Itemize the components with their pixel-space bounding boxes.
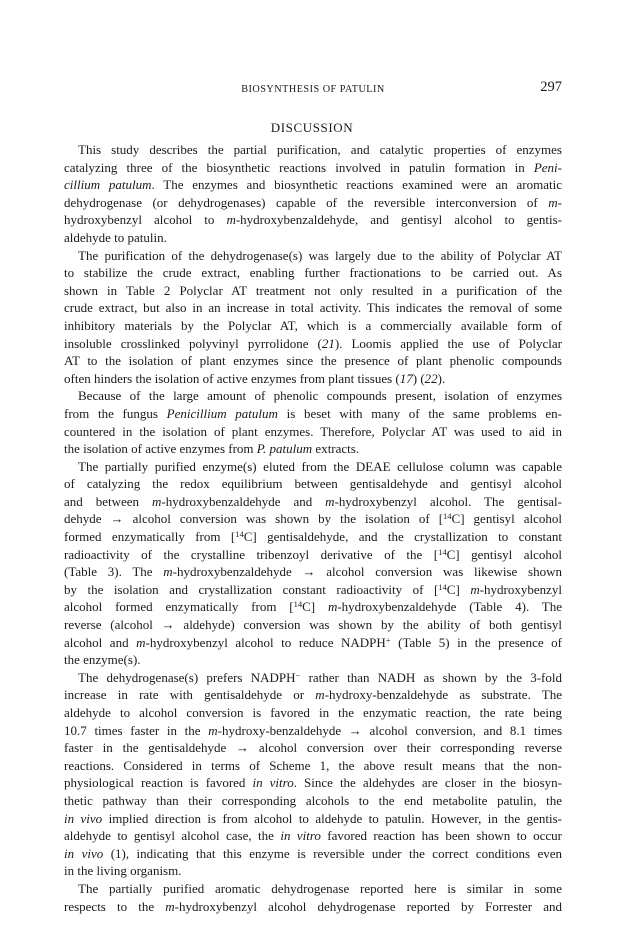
text-line xyxy=(64,898,562,916)
italic-text: in vivo xyxy=(64,810,103,826)
text-segment: of catalyzing the redox equilibrium between gentisaldehyde and gentisyl alcohol xyxy=(64,476,562,492)
text-segment: reactions. Considered in terms of Scheme 1, the above result means that the non- xyxy=(64,757,562,773)
body-text xyxy=(64,141,562,915)
text-segment: C] gentisaldehyde, and the crystallization to constant xyxy=(243,529,562,545)
italic-text: 21 xyxy=(321,335,335,351)
text-line xyxy=(64,317,562,335)
text-segment: AT to the isolation of plant enzymes since the presence of plant phenolic compounds xyxy=(64,353,562,369)
text-segment: and between xyxy=(64,493,152,509)
superscript: 14 xyxy=(438,546,447,557)
text-line xyxy=(64,757,562,775)
text-segment: -hydroxy-benzaldehyde as substrate. The xyxy=(324,687,563,703)
text-segment: extracts. xyxy=(312,441,360,457)
text-line xyxy=(64,229,562,247)
text-segment: The partially purified aromatic dehydrogenase reported here is similar in some xyxy=(78,880,562,896)
text-line xyxy=(64,335,562,353)
text-segment: -hydroxybenzyl xyxy=(479,581,563,597)
text-segment: often hinders the isolation of active enzymes from plant tissues ( xyxy=(64,370,400,386)
text-segment: is beset with many of the same problems en- xyxy=(277,405,563,421)
text-line xyxy=(64,493,562,511)
text-line xyxy=(64,722,562,740)
text-segment: C] xyxy=(302,599,328,615)
text-segment: rather than NADH as shown by the 3-fold xyxy=(300,669,562,685)
text-segment: from the fungus xyxy=(64,405,167,421)
superscript: − xyxy=(295,669,301,680)
italic-text: in vitro xyxy=(280,828,321,844)
text-line xyxy=(64,405,562,423)
text-line xyxy=(64,211,562,229)
text-segment: -hydroxybenzyl alcohol. The gentisal- xyxy=(334,493,562,509)
italic-text: m xyxy=(315,687,325,703)
text-line xyxy=(64,528,562,546)
text-segment: by the isolation and crystallization constant radioactivity of [ xyxy=(64,581,439,597)
text-segment: aldehyde to alcohol conversion is favored in the enzymatic reaction, the rate being xyxy=(64,705,562,720)
text-segment: -hydroxybenzaldehyde and xyxy=(161,493,326,509)
text-segment: . The enzymes and biosynthetic reactions examined were an aromatic xyxy=(151,177,562,193)
text-line xyxy=(64,282,562,300)
text-segment: -hydroxybenzaldehyde, and gentisyl alcohol to gentis- xyxy=(235,212,563,228)
italic-text: m xyxy=(325,493,335,509)
text-line xyxy=(64,176,562,194)
text-line xyxy=(64,792,562,810)
text-segment: catalyzing three of the biosynthetic reactions involved in patulin formation in xyxy=(64,159,534,175)
italic-text: m xyxy=(208,722,218,738)
text-line xyxy=(64,810,562,828)
page-number: 297 xyxy=(540,79,562,95)
text-line xyxy=(64,563,562,581)
text-line xyxy=(64,423,562,441)
text-line xyxy=(64,475,562,493)
text-segment: inhibitory materials by the Polyclar AT, which is a commercially available form of xyxy=(64,317,562,333)
superscript: 14 xyxy=(438,581,447,592)
text-line xyxy=(64,880,562,898)
text-line xyxy=(64,704,562,722)
text-line xyxy=(64,264,562,282)
italic-text: P. patulum xyxy=(256,441,313,457)
section-heading: DISCUSSION xyxy=(270,120,354,135)
text-line xyxy=(64,440,562,458)
text-line xyxy=(64,546,562,564)
text-segment: faster in the gentisaldehyde → alcohol conversion over their corresponding reverse xyxy=(64,740,562,756)
text-line xyxy=(64,598,562,616)
text-segment: hydroxybenzyl alcohol to xyxy=(64,212,227,228)
text-segment: ). xyxy=(437,370,446,386)
text-segment: aldehyde to patulin. xyxy=(64,229,167,245)
text-segment: aldehyde to gentisyl alcohol case, the xyxy=(64,828,281,844)
italic-text: m xyxy=(163,564,173,580)
text-line xyxy=(64,634,562,652)
italic-text: m xyxy=(470,581,480,597)
text-segment: The purification of the dehydrogenase(s) was largely due to the ability of Polyclar AT xyxy=(78,247,562,263)
text-line xyxy=(64,651,562,669)
text-segment: respects to the xyxy=(64,898,166,914)
text-line xyxy=(64,247,562,265)
text-segment: the isolation of active enzymes from xyxy=(64,441,257,457)
italic-text: Peni- xyxy=(533,159,562,175)
text-segment: -hydroxybenzyl alcohol to reduce NADPH xyxy=(145,634,386,650)
superscript: 14 xyxy=(235,529,244,540)
text-segment: . Since the aldehydes are closer in the biosyn- xyxy=(293,775,563,791)
text-segment: -hydroxybenzyl alcohol dehydrogenase reported by Forrester and xyxy=(174,898,562,914)
text-segment: C] gentisyl alcohol xyxy=(451,511,562,527)
italic-text: m xyxy=(136,634,146,650)
text-segment: in the living organism. xyxy=(64,863,182,879)
text-segment: favored reaction has been shown to occur xyxy=(320,828,563,844)
text-segment: -hydroxybenzaldehyde (Table 4). The xyxy=(337,599,562,615)
text-segment: implied direction is from alcohol to aldehyde to patulin. However, in the gentis- xyxy=(102,810,562,826)
text-line xyxy=(64,845,562,863)
text-line xyxy=(64,669,562,687)
text-segment: alcohol formed enzymatically from [ xyxy=(64,599,294,615)
text-segment: ). Loomis applied the use of Polyclar xyxy=(334,335,562,351)
text-segment: shown in Table 2 Polyclar AT treatment not only resulted in a purification of the xyxy=(64,282,562,298)
text-line xyxy=(64,862,562,880)
text-segment: formed enzymatically from [ xyxy=(64,529,236,545)
text-line xyxy=(64,739,562,757)
superscript: + xyxy=(385,634,391,645)
text-line xyxy=(64,194,562,212)
text-line xyxy=(64,686,562,704)
text-segment: dehydrogenase (or dehydrogenases) capable of the reversible interconversion of xyxy=(64,194,549,210)
text-segment: Because of the large amount of phenolic compounds present, isolation of enzymes xyxy=(78,388,562,404)
text-segment: - xyxy=(557,194,562,210)
text-segment: radioactivity of the crystalline tribenzoyl derivative of the [ xyxy=(64,546,439,562)
text-line xyxy=(64,458,562,476)
text-segment: C] gentisyl alcohol xyxy=(446,546,562,562)
text-segment: -hydroxybenzaldehyde → alcohol conversion was likewise shown xyxy=(172,564,562,580)
text-segment: countered in the isolation of plant enzymes. Therefore, Polyclar AT was used to aid in xyxy=(64,423,562,439)
text-segment: The partially purified enzyme(s) eluted from the DEAE cellulose column was capable xyxy=(78,458,562,474)
text-segment: thetic pathway than their corresponding alcohols to the end metabolite patulin, the xyxy=(64,792,562,808)
text-segment: (Table 3). The xyxy=(64,564,164,580)
text-segment: the enzyme(s). xyxy=(64,652,141,668)
text-segment: dehyde → alcohol conversion was shown by the isolation of [ xyxy=(64,511,444,527)
text-line xyxy=(64,299,562,317)
text-segment: insoluble crosslinked polyvinyl pyrrolidone ( xyxy=(64,335,322,351)
italic-text: m xyxy=(226,212,236,228)
italic-text: m xyxy=(548,194,558,210)
text-line xyxy=(64,352,562,370)
italic-text: cillium patulum xyxy=(64,177,152,193)
text-line xyxy=(64,159,562,177)
italic-text: m xyxy=(327,599,338,615)
text-segment: The dehydrogenase(s) prefers NADPH xyxy=(78,669,296,685)
text-line xyxy=(64,370,562,388)
text-line xyxy=(64,616,562,634)
running-title: BIOSYNTHESIS OF PATULIN xyxy=(241,84,385,95)
running-head xyxy=(64,79,562,99)
text-segment: ) ( xyxy=(412,370,425,386)
italic-text: m xyxy=(165,898,175,914)
italic-text: 22 xyxy=(424,370,438,386)
text-segment: reverse (alcohol → aldehyde) conversion was shown by the ability of both gentisyl xyxy=(64,617,562,633)
text-segment: C] xyxy=(446,581,471,597)
italic-text: Penicillium patulum xyxy=(166,405,278,421)
text-segment: 10.7 times faster in the xyxy=(64,722,209,738)
text-line xyxy=(64,774,562,792)
text-line xyxy=(64,387,562,405)
text-line xyxy=(64,510,562,528)
text-line xyxy=(64,581,562,599)
italic-text: in vivo xyxy=(64,845,104,861)
italic-text: in vitro xyxy=(252,775,294,791)
text-segment: increase in rate with gentisaldehyde or xyxy=(64,687,316,703)
italic-text: m xyxy=(151,493,162,509)
text-segment: (Table 5) in the presence of xyxy=(390,634,562,650)
text-line xyxy=(64,141,562,159)
text-segment: -hydroxy-benzaldehyde → alcohol conversion, and 8.1 times xyxy=(217,722,563,738)
text-segment: crude extract, but also in an increase in total activity. This indicates the removal of some xyxy=(64,300,562,316)
text-line xyxy=(64,827,562,845)
text-segment: physiological reaction is favored xyxy=(64,775,253,791)
text-segment: alcohol and xyxy=(64,634,137,650)
superscript: 14 xyxy=(293,599,303,610)
superscript: 14 xyxy=(443,511,452,522)
text-segment: to stabilize the crude extract, enabling further fractionations to be carried out. As xyxy=(64,265,562,281)
italic-text: 17 xyxy=(399,370,413,386)
text-segment: This study describes the partial purification, and catalytic properties of enzymes xyxy=(78,142,562,157)
text-segment: (1), indicating that this enzyme is reversible under the correct conditions even xyxy=(103,845,563,861)
